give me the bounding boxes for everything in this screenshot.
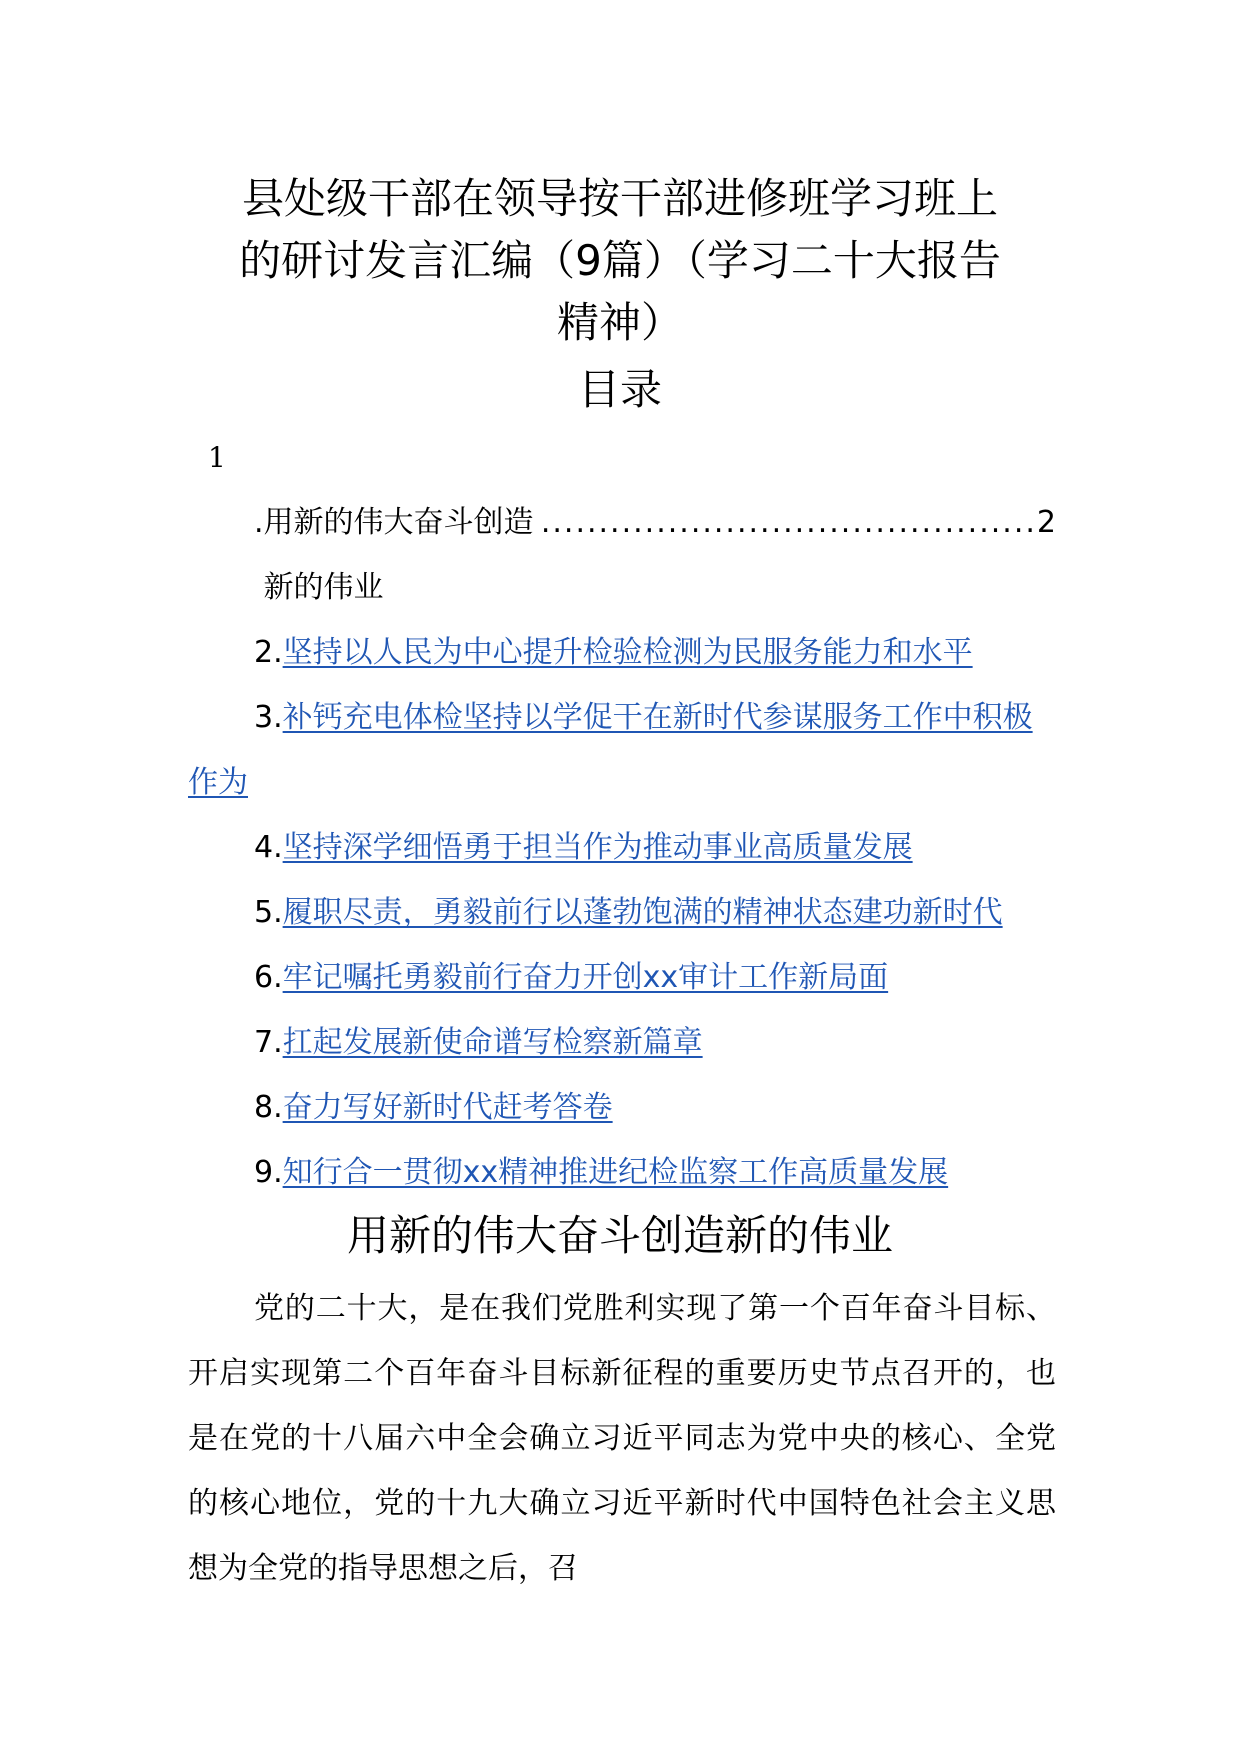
toc-link[interactable]: 知行合一贯彻xx精神推进纪检监察工作高质量发展	[282, 1155, 949, 1190]
toc-link[interactable]: 坚持深学细悟勇于担当作为推动事业高质量发展	[282, 830, 913, 865]
section-title: 用新的伟大奋斗创造新的伟业	[346, 1211, 893, 1260]
table-of-contents	[188, 490, 1056, 1205]
toc-item-prefix: 7.	[254, 1025, 283, 1060]
toc-link[interactable]: 履职尽责，勇毅前行以蓬勃饱满的精神状态建功新时代	[282, 895, 1003, 930]
toc-item-prefix: 6.	[254, 960, 283, 995]
toc-item-5	[188, 880, 1056, 945]
toc-marker: 1	[208, 441, 226, 474]
toc-link[interactable]: 扛起发展新使命谱写检察新篇章	[282, 1025, 703, 1060]
toc-item-9	[188, 1140, 1056, 1205]
toc-link[interactable]: 坚持以人民为中心提升检验检测为民服务能力和水平	[282, 635, 973, 670]
toc-item-prefix: 4.	[254, 830, 283, 865]
toc-item-2	[188, 620, 1056, 685]
toc-heading: 目录	[577, 365, 662, 414]
toc-page-number: 2	[1036, 505, 1056, 540]
toc-link[interactable]: 奋力写好新时代赶考答卷	[282, 1090, 613, 1125]
toc-item-prefix: .	[254, 505, 264, 540]
toc-item-4	[188, 815, 1056, 880]
title-line-3: 精神）	[556, 298, 683, 347]
toc-link[interactable]: 补钙充电体检坚持以学促干在新时代参谋服务工作中积极作为	[188, 700, 1033, 800]
document-title	[180, 168, 1060, 354]
toc-item-6	[188, 945, 1056, 1010]
toc-item-prefix: 2.	[254, 635, 283, 670]
title-line-1: 县处级干部在领导按干部进修班学习班上	[241, 174, 998, 223]
toc-item-prefix: 3.	[254, 700, 283, 735]
toc-leader-dots: ...........................................	[540, 505, 1037, 540]
toc-item-3	[188, 685, 1056, 815]
toc-item-7	[188, 1010, 1056, 1075]
toc-item-8	[188, 1075, 1056, 1140]
toc-item-prefix: 9.	[254, 1155, 283, 1190]
title-line-2: 的研讨发言汇编（9篇）（学习二十大报告	[239, 236, 1001, 285]
toc-link[interactable]: 牢记嘱托勇毅前行奋力开创xx审计工作新局面	[282, 960, 889, 995]
toc-item-1[interactable]	[188, 490, 1056, 620]
body-paragraph: 党的二十大，是在我们党胜利实现了第一个百年奋斗目标、开启实现第二个百年奋斗目标新征程的重要历史节点召开的，也是在党的十八届六中全会确立习近平同志为党中央的核心、全党的核心地位，党的十九大确立习近平新时代中国特色社会主义思想为全党的指导思想之后，召	[188, 1291, 1056, 1586]
toc-item-prefix: 5.	[254, 895, 283, 930]
toc-item-text: 用新的伟大奋斗创造新的伟业	[263, 505, 534, 605]
toc-item-prefix: 8.	[254, 1090, 283, 1125]
